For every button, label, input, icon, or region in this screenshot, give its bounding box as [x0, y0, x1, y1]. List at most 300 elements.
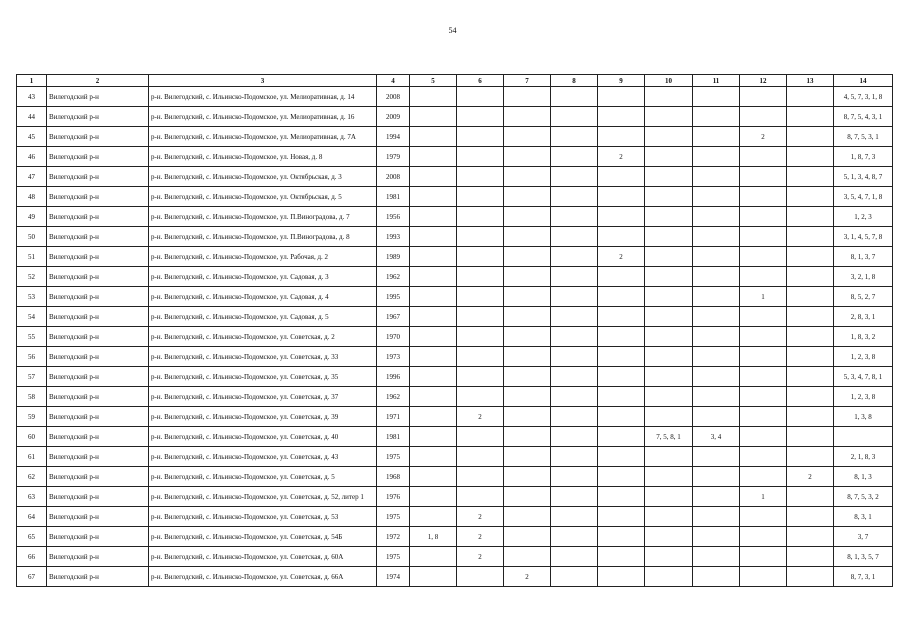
col8-cell	[551, 347, 598, 367]
year-cell: 1994	[377, 127, 410, 147]
registry-table	[16, 74, 893, 587]
row-number-cell: 48	[17, 187, 47, 207]
col14-cell: 8, 1, 3, 5, 7	[834, 547, 893, 567]
col7-cell	[504, 507, 551, 527]
col12-cell: 1	[740, 287, 787, 307]
address-cell: р-н. Вилегодский, с. Ильинско-Подомское, ул. Советская, д. 54Б	[149, 527, 377, 547]
col8-cell	[551, 87, 598, 107]
col10-cell	[645, 347, 693, 367]
address-cell: р-н. Вилегодский, с. Ильинско-Подомское, ул. Мелиоративная, д. 16	[149, 107, 377, 127]
col6-cell: 2	[457, 527, 504, 547]
col5-cell	[410, 407, 457, 427]
col13-cell	[787, 547, 834, 567]
col13-cell	[787, 267, 834, 287]
col6-cell: 2	[457, 507, 504, 527]
address-cell: р-н. Вилегодский, с. Ильинско-Подомское, ул. Советская, д. 5	[149, 467, 377, 487]
col6-cell	[457, 87, 504, 107]
address-cell: р-н. Вилегодский, с. Ильинско-Подомское, ул. Новая, д. 8	[149, 147, 377, 167]
col14-cell: 1, 3, 8	[834, 407, 893, 427]
col9-cell	[598, 367, 645, 387]
year-cell: 1975	[377, 547, 410, 567]
col8-cell	[551, 227, 598, 247]
col12-cell	[740, 187, 787, 207]
row-number-cell: 43	[17, 87, 47, 107]
col6-cell	[457, 327, 504, 347]
row-number-cell: 57	[17, 367, 47, 387]
column-header-11: 11	[693, 75, 740, 87]
col12-cell	[740, 507, 787, 527]
address-cell: р-н. Вилегодский, с. Ильинско-Подомское, ул. Октябрьская, д. 3	[149, 167, 377, 187]
col12-cell	[740, 527, 787, 547]
row-number-cell: 46	[17, 147, 47, 167]
col6-cell	[457, 567, 504, 587]
col9-cell	[598, 407, 645, 427]
year-cell: 1974	[377, 567, 410, 587]
col14-cell: 5, 3, 4, 7, 8, 1	[834, 367, 893, 387]
address-cell: р-н. Вилегодский, с. Ильинско-Подомское, ул. П.Виноградова, д. 8	[149, 227, 377, 247]
col14-cell: 2, 8, 3, 1	[834, 307, 893, 327]
row-number-cell: 59	[17, 407, 47, 427]
district-cell: Вилегодский р-н	[47, 347, 149, 367]
column-header-5: 5	[410, 75, 457, 87]
address-cell: р-н. Вилегодский, с. Ильинско-Подомское, ул. Садовая, д. 5	[149, 307, 377, 327]
table-row	[17, 447, 893, 467]
year-cell: 1962	[377, 267, 410, 287]
col14-cell	[834, 427, 893, 447]
col8-cell	[551, 567, 598, 587]
col6-cell	[457, 247, 504, 267]
col11-cell	[693, 387, 740, 407]
col6-cell	[457, 207, 504, 227]
district-cell: Вилегодский р-н	[47, 187, 149, 207]
col10-cell	[645, 507, 693, 527]
col7-cell	[504, 287, 551, 307]
table-row	[17, 87, 893, 107]
col11-cell	[693, 447, 740, 467]
col7-cell	[504, 267, 551, 287]
col11-cell	[693, 487, 740, 507]
col11-cell	[693, 527, 740, 547]
col5-cell	[410, 567, 457, 587]
col9-cell	[598, 447, 645, 467]
col8-cell	[551, 447, 598, 467]
district-cell: Вилегодский р-н	[47, 147, 149, 167]
col5-cell	[410, 167, 457, 187]
col13-cell	[787, 327, 834, 347]
table-row	[17, 427, 893, 447]
col6-cell	[457, 447, 504, 467]
row-number-cell: 58	[17, 387, 47, 407]
col12-cell	[740, 207, 787, 227]
col9-cell	[598, 287, 645, 307]
row-number-cell: 53	[17, 287, 47, 307]
address-cell: р-н. Вилегодский, с. Ильинско-Подомское, ул. Советская, д. 66А	[149, 567, 377, 587]
col13-cell	[787, 447, 834, 467]
table-row	[17, 107, 893, 127]
col11-cell	[693, 407, 740, 427]
district-cell: Вилегодский р-н	[47, 387, 149, 407]
col5-cell	[410, 387, 457, 407]
col14-cell: 3, 7	[834, 527, 893, 547]
table-row	[17, 347, 893, 367]
col12-cell	[740, 227, 787, 247]
col10-cell	[645, 327, 693, 347]
table-row	[17, 547, 893, 567]
col5-cell	[410, 507, 457, 527]
col12-cell: 1	[740, 487, 787, 507]
col14-cell: 1, 2, 3, 8	[834, 347, 893, 367]
table-row	[17, 387, 893, 407]
col11-cell: 3, 4	[693, 427, 740, 447]
col7-cell	[504, 247, 551, 267]
col5-cell	[410, 367, 457, 387]
col8-cell	[551, 247, 598, 267]
column-header-10: 10	[645, 75, 693, 87]
col14-cell: 8, 7, 3, 1	[834, 567, 893, 587]
col14-cell: 8, 7, 5, 4, 3, 1	[834, 107, 893, 127]
col12-cell	[740, 347, 787, 367]
col11-cell	[693, 467, 740, 487]
district-cell: Вилегодский р-н	[47, 247, 149, 267]
col6-cell	[457, 367, 504, 387]
col6-cell	[457, 487, 504, 507]
col13-cell	[787, 187, 834, 207]
col10-cell	[645, 227, 693, 247]
col7-cell	[504, 207, 551, 227]
col5-cell	[410, 347, 457, 367]
col10-cell	[645, 167, 693, 187]
col11-cell	[693, 247, 740, 267]
col13-cell	[787, 387, 834, 407]
col10-cell	[645, 407, 693, 427]
col14-cell: 3, 1, 4, 5, 7, 8	[834, 227, 893, 247]
year-cell: 1975	[377, 447, 410, 467]
address-cell: р-н. Вилегодский, с. Ильинско-Подомское, ул. Рабочая, д. 2	[149, 247, 377, 267]
district-cell: Вилегодский р-н	[47, 547, 149, 567]
col12-cell	[740, 387, 787, 407]
column-header-13: 13	[787, 75, 834, 87]
col13-cell	[787, 307, 834, 327]
col10-cell	[645, 467, 693, 487]
col12-cell	[740, 107, 787, 127]
col11-cell	[693, 227, 740, 247]
col13-cell	[787, 167, 834, 187]
year-cell: 1989	[377, 247, 410, 267]
col6-cell	[457, 167, 504, 187]
column-header-8: 8	[551, 75, 598, 87]
col14-cell: 8, 1, 3	[834, 467, 893, 487]
col14-cell: 5, 1, 3, 4, 8, 7	[834, 167, 893, 187]
col14-cell: 2, 1, 8, 3	[834, 447, 893, 467]
col9-cell	[598, 267, 645, 287]
col5-cell	[410, 87, 457, 107]
col12-cell	[740, 427, 787, 447]
col13-cell	[787, 107, 834, 127]
col14-cell: 3, 2, 1, 8	[834, 267, 893, 287]
column-header-4: 4	[377, 75, 410, 87]
district-cell: Вилегодский р-н	[47, 207, 149, 227]
col7-cell	[504, 427, 551, 447]
address-cell: р-н. Вилегодский, с. Ильинско-Подомское, ул. Советская, д. 53	[149, 507, 377, 527]
address-cell: р-н. Вилегодский, с. Ильинско-Подомское, ул. Советская, д. 39	[149, 407, 377, 427]
district-cell: Вилегодский р-н	[47, 567, 149, 587]
col5-cell	[410, 267, 457, 287]
col6-cell	[457, 387, 504, 407]
col13-cell	[787, 147, 834, 167]
year-cell: 1970	[377, 327, 410, 347]
table-row	[17, 307, 893, 327]
col7-cell	[504, 467, 551, 487]
district-cell: Вилегодский р-н	[47, 327, 149, 347]
col5-cell	[410, 467, 457, 487]
col11-cell	[693, 187, 740, 207]
col7-cell	[504, 347, 551, 367]
col10-cell	[645, 367, 693, 387]
col5-cell	[410, 327, 457, 347]
col8-cell	[551, 127, 598, 147]
col10-cell	[645, 447, 693, 467]
col6-cell	[457, 107, 504, 127]
district-cell: Вилегодский р-н	[47, 287, 149, 307]
col5-cell	[410, 307, 457, 327]
year-cell: 1971	[377, 407, 410, 427]
row-number-cell: 49	[17, 207, 47, 227]
col13-cell	[787, 207, 834, 227]
col7-cell	[504, 87, 551, 107]
col9-cell	[598, 167, 645, 187]
col8-cell	[551, 327, 598, 347]
col10-cell	[645, 567, 693, 587]
year-cell: 1995	[377, 287, 410, 307]
col5-cell: 1, 8	[410, 527, 457, 547]
address-cell: р-н. Вилегодский, с. Ильинско-Подомское, ул. Советская, д. 40	[149, 427, 377, 447]
table-row	[17, 507, 893, 527]
col10-cell	[645, 127, 693, 147]
col7-cell	[504, 547, 551, 567]
col9-cell	[598, 567, 645, 587]
col8-cell	[551, 207, 598, 227]
col6-cell	[457, 307, 504, 327]
year-cell: 1956	[377, 207, 410, 227]
col7-cell	[504, 447, 551, 467]
col5-cell	[410, 427, 457, 447]
col5-cell	[410, 147, 457, 167]
col13-cell	[787, 127, 834, 147]
row-number-cell: 50	[17, 227, 47, 247]
address-cell: р-н. Вилегодский, с. Ильинско-Подомское, ул. Садовая, д. 4	[149, 287, 377, 307]
col12-cell	[740, 167, 787, 187]
row-number-cell: 64	[17, 507, 47, 527]
row-number-cell: 60	[17, 427, 47, 447]
col9-cell	[598, 227, 645, 247]
column-header-3: 3	[149, 75, 377, 87]
col6-cell: 2	[457, 547, 504, 567]
col8-cell	[551, 527, 598, 547]
col8-cell	[551, 367, 598, 387]
col11-cell	[693, 287, 740, 307]
col7-cell	[504, 107, 551, 127]
col8-cell	[551, 147, 598, 167]
address-cell: р-н. Вилегодский, с. Ильинско-Подомское, ул. П.Виноградова, д. 7	[149, 207, 377, 227]
page-number: 54	[448, 26, 457, 35]
year-cell: 2008	[377, 87, 410, 107]
column-header-7: 7	[504, 75, 551, 87]
col14-cell: 8, 5, 2, 7	[834, 287, 893, 307]
col10-cell	[645, 207, 693, 227]
col8-cell	[551, 467, 598, 487]
col12-cell: 2	[740, 127, 787, 147]
col11-cell	[693, 567, 740, 587]
row-number-cell: 66	[17, 547, 47, 567]
col6-cell: 2	[457, 407, 504, 427]
district-cell: Вилегодский р-н	[47, 227, 149, 247]
col9-cell	[598, 307, 645, 327]
col11-cell	[693, 547, 740, 567]
col7-cell	[504, 167, 551, 187]
year-cell: 1968	[377, 467, 410, 487]
address-cell: р-н. Вилегодский, с. Ильинско-Подомское, ул. Советская, д. 2	[149, 327, 377, 347]
col11-cell	[693, 87, 740, 107]
district-cell: Вилегодский р-н	[47, 447, 149, 467]
col14-cell: 8, 7, 5, 3, 1	[834, 127, 893, 147]
col9-cell	[598, 467, 645, 487]
col11-cell	[693, 507, 740, 527]
col9-cell	[598, 507, 645, 527]
col7-cell	[504, 307, 551, 327]
row-number-cell: 52	[17, 267, 47, 287]
col13-cell	[787, 247, 834, 267]
col12-cell	[740, 307, 787, 327]
col14-cell: 1, 8, 7, 3	[834, 147, 893, 167]
table-row	[17, 467, 893, 487]
table-row	[17, 327, 893, 347]
col14-cell: 8, 7, 5, 3, 2	[834, 487, 893, 507]
col13-cell	[787, 227, 834, 247]
col6-cell	[457, 287, 504, 307]
col13-cell	[787, 347, 834, 367]
col9-cell	[598, 387, 645, 407]
district-cell: Вилегодский р-н	[47, 527, 149, 547]
col13-cell	[787, 367, 834, 387]
col12-cell	[740, 567, 787, 587]
col7-cell	[504, 407, 551, 427]
col12-cell	[740, 147, 787, 167]
col11-cell	[693, 127, 740, 147]
address-cell: р-н. Вилегодский, с. Ильинско-Подомское, ул. Советская, д. 33	[149, 347, 377, 367]
table-row	[17, 227, 893, 247]
column-header-14: 14	[834, 75, 893, 87]
col13-cell	[787, 487, 834, 507]
district-cell: Вилегодский р-н	[47, 127, 149, 147]
address-cell: р-н. Вилегодский, с. Ильинско-Подомское, ул. Советская, д. 60А	[149, 547, 377, 567]
col10-cell	[645, 107, 693, 127]
col7-cell	[504, 327, 551, 347]
column-header-6: 6	[457, 75, 504, 87]
col11-cell	[693, 327, 740, 347]
col9-cell	[598, 527, 645, 547]
address-cell: р-н. Вилегодский, с. Ильинско-Подомское, ул. Октябрьская, д. 5	[149, 187, 377, 207]
col9-cell	[598, 107, 645, 127]
year-cell: 1973	[377, 347, 410, 367]
col6-cell	[457, 267, 504, 287]
col9-cell	[598, 87, 645, 107]
col9-cell	[598, 187, 645, 207]
district-cell: Вилегодский р-н	[47, 467, 149, 487]
col6-cell	[457, 427, 504, 447]
year-cell: 1972	[377, 527, 410, 547]
col12-cell	[740, 407, 787, 427]
address-cell: р-н. Вилегодский, с. Ильинско-Подомское, ул. Мелиоративная, д. 7А	[149, 127, 377, 147]
col8-cell	[551, 187, 598, 207]
col11-cell	[693, 207, 740, 227]
col12-cell	[740, 327, 787, 347]
col12-cell	[740, 447, 787, 467]
row-number-cell: 56	[17, 347, 47, 367]
col8-cell	[551, 167, 598, 187]
col8-cell	[551, 287, 598, 307]
col7-cell	[504, 147, 551, 167]
col5-cell	[410, 107, 457, 127]
col12-cell	[740, 367, 787, 387]
table-row	[17, 567, 893, 587]
col5-cell	[410, 487, 457, 507]
col10-cell	[645, 287, 693, 307]
col13-cell	[787, 427, 834, 447]
col13-cell	[787, 287, 834, 307]
address-cell: р-н. Вилегодский, с. Ильинско-Подомское, ул. Садовая, д. 3	[149, 267, 377, 287]
col5-cell	[410, 207, 457, 227]
column-header-9: 9	[598, 75, 645, 87]
col7-cell	[504, 127, 551, 147]
col13-cell	[787, 567, 834, 587]
col11-cell	[693, 107, 740, 127]
column-header-1: 1	[17, 75, 47, 87]
table-row	[17, 127, 893, 147]
col8-cell	[551, 307, 598, 327]
col8-cell	[551, 107, 598, 127]
col10-cell	[645, 307, 693, 327]
col6-cell	[457, 127, 504, 147]
col8-cell	[551, 507, 598, 527]
col9-cell	[598, 327, 645, 347]
col9-cell	[598, 427, 645, 447]
col12-cell	[740, 467, 787, 487]
district-cell: Вилегодский р-н	[47, 167, 149, 187]
col14-cell: 8, 3, 1	[834, 507, 893, 527]
col14-cell: 3, 5, 4, 7, 1, 8	[834, 187, 893, 207]
col11-cell	[693, 167, 740, 187]
col7-cell	[504, 387, 551, 407]
col14-cell: 1, 2, 3, 8	[834, 387, 893, 407]
address-cell: р-н. Вилегодский, с. Ильинско-Подомское, ул. Советская, д. 37	[149, 387, 377, 407]
year-cell: 1976	[377, 487, 410, 507]
col9-cell	[598, 127, 645, 147]
row-number-cell: 47	[17, 167, 47, 187]
address-cell: р-н. Вилегодский, с. Ильинско-Подомское, ул. Советская, д. 52, литер 1	[149, 487, 377, 507]
col11-cell	[693, 307, 740, 327]
column-header-2: 2	[47, 75, 149, 87]
col13-cell	[787, 527, 834, 547]
year-cell: 1996	[377, 367, 410, 387]
col9-cell: 2	[598, 147, 645, 167]
col6-cell	[457, 227, 504, 247]
row-number-cell: 44	[17, 107, 47, 127]
col5-cell	[410, 287, 457, 307]
col9-cell	[598, 547, 645, 567]
col14-cell: 1, 2, 3	[834, 207, 893, 227]
col10-cell	[645, 247, 693, 267]
col5-cell	[410, 187, 457, 207]
